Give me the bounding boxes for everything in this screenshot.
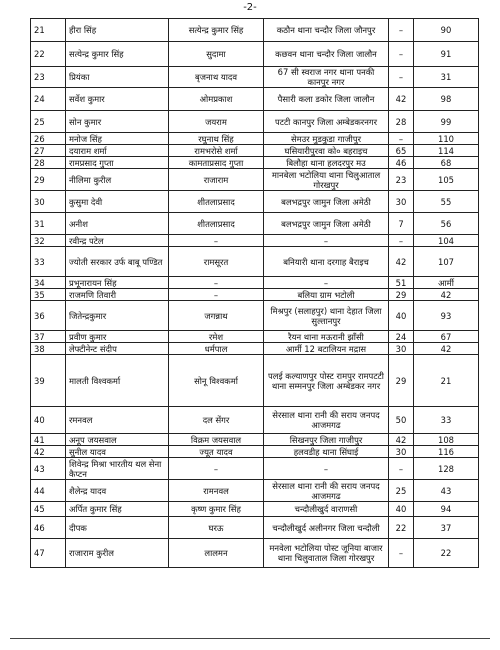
value-b-cell: 128 xyxy=(414,458,479,480)
value-a-cell: – xyxy=(389,539,414,568)
serial-number-cell: 43 xyxy=(31,458,66,480)
serial-number-cell: 30 xyxy=(31,191,66,213)
value-b-cell: 107 xyxy=(414,247,479,277)
father-name-cell: सुदामा xyxy=(169,42,264,67)
address-cell: बलभद्रपुर जामुन जिला अमेठी xyxy=(264,191,389,213)
serial-number-cell: 37 xyxy=(31,331,66,343)
father-name-cell: धर्मपाल xyxy=(169,343,264,355)
name-cell: राजमणि तिवारी xyxy=(66,289,169,301)
value-b-cell: 94 xyxy=(414,502,479,517)
table-row xyxy=(31,88,479,111)
table-row xyxy=(31,301,479,331)
serial-number-cell: 25 xyxy=(31,111,66,133)
serial-number-cell: 39 xyxy=(31,355,66,407)
value-a-cell: 24 xyxy=(389,331,414,343)
value-b-cell: 99 xyxy=(414,111,479,133)
value-a-cell: – xyxy=(389,19,414,42)
address-cell: घसियारीपुरवा को० बहराइच xyxy=(264,145,389,157)
value-a-cell: 30 xyxy=(389,446,414,458)
father-name-cell: जयराम xyxy=(169,111,264,133)
table-row xyxy=(31,133,479,145)
address-cell: 67 सी स्वराज नगर थाना पनकी कानपुर नगर xyxy=(264,67,389,88)
value-b-cell: 68 xyxy=(414,157,479,169)
father-name-cell: शीतलाप्रसाद xyxy=(169,213,264,235)
table-row xyxy=(31,169,479,191)
serial-number-cell: 47 xyxy=(31,539,66,568)
value-b-cell: 33 xyxy=(414,407,479,434)
father-name-cell: घरऊ xyxy=(169,517,264,539)
value-b-cell: 37 xyxy=(414,517,479,539)
table-row xyxy=(31,331,479,343)
table-row xyxy=(31,111,479,133)
table-row xyxy=(31,434,479,446)
name-cell: प्रियंका xyxy=(66,67,169,88)
father-name-cell: सोनू विश्वकर्मा xyxy=(169,355,264,407)
table-row xyxy=(31,213,479,235)
name-cell: मालती विश्वकर्मा xyxy=(66,355,169,407)
value-a-cell: 29 xyxy=(389,289,414,301)
value-b-cell: 31 xyxy=(414,67,479,88)
value-a-cell: 23 xyxy=(389,169,414,191)
address-cell: – xyxy=(264,235,389,247)
serial-number-cell: 33 xyxy=(31,247,66,277)
father-name-cell: रामभरोसे शर्मा xyxy=(169,145,264,157)
serial-number-cell: 26 xyxy=(31,133,66,145)
father-name-cell: – xyxy=(169,235,264,247)
value-b-cell: 55 xyxy=(414,191,479,213)
father-name-cell: ओमप्रकाश xyxy=(169,88,264,111)
address-cell: चन्दौलीखुर्द वाराणसी xyxy=(264,502,389,517)
name-cell: रमनवल xyxy=(66,407,169,434)
value-b-cell: 90 xyxy=(414,19,479,42)
father-name-cell: – xyxy=(169,277,264,289)
serial-number-cell: 23 xyxy=(31,67,66,88)
address-cell: रैयन थाना मऊरानी झाँसी xyxy=(264,331,389,343)
serial-number-cell: 34 xyxy=(31,277,66,289)
table-row xyxy=(31,277,479,289)
value-a-cell: 7 xyxy=(389,213,414,235)
value-a-cell: 46 xyxy=(389,157,414,169)
address-cell: पलई कल्याणपुर पोस्ट रामपुर रामपटटी थाना सम्मनपुर जिला अम्बेडकर नगर xyxy=(264,355,389,407)
address-cell: बनियारी थाना दरगाह बैराइच xyxy=(264,247,389,277)
value-a-cell: 28 xyxy=(389,111,414,133)
address-cell: – xyxy=(264,458,389,480)
table-row xyxy=(31,247,479,277)
name-cell: मनोज सिंह xyxy=(66,133,169,145)
value-a-cell: 40 xyxy=(389,502,414,517)
address-cell: कछवन थाना चन्दौर जिला जालौन xyxy=(264,42,389,67)
value-b-cell: 43 xyxy=(414,480,479,502)
name-cell: सोन कुमार xyxy=(66,111,169,133)
table-row xyxy=(31,480,479,502)
name-cell: दयाराम शर्मा xyxy=(66,145,169,157)
value-a-cell: 22 xyxy=(389,517,414,539)
serial-number-cell: 27 xyxy=(31,145,66,157)
address-cell: पैसारी कला डकोर जिला जालौन xyxy=(264,88,389,111)
value-b-cell: 42 xyxy=(414,343,479,355)
address-cell: बलिया ग्राम भटोली xyxy=(264,289,389,301)
value-b-cell: 42 xyxy=(414,289,479,301)
address-cell: मानबेला भटोलिया थाना चिलुआताल गोरखपुर xyxy=(264,169,389,191)
value-b-cell: 114 xyxy=(414,145,479,157)
serial-number-cell: 40 xyxy=(31,407,66,434)
name-cell: प्रभूनारायन सिंह xyxy=(66,277,169,289)
table-row xyxy=(31,407,479,434)
name-cell: शिवेन्द्र मिश्रा भारतीय थल सेना कैप्टन xyxy=(66,458,169,480)
father-name-cell: लालमन xyxy=(169,539,264,568)
value-b-cell: 22 xyxy=(414,539,479,568)
father-name-cell: शीतलाप्रसाद xyxy=(169,191,264,213)
father-name-cell: रामनवल xyxy=(169,480,264,502)
serial-number-cell: 22 xyxy=(31,42,66,67)
value-b-cell: 105 xyxy=(414,169,479,191)
name-cell: सुनील यादव xyxy=(66,446,169,458)
table-row xyxy=(31,517,479,539)
father-name-cell: कृष्ण कुमार सिंह xyxy=(169,502,264,517)
page-bottom-rule xyxy=(10,638,490,639)
value-b-cell: 21 xyxy=(414,355,479,407)
value-b-cell: आर्मी xyxy=(414,277,479,289)
value-b-cell: 104 xyxy=(414,235,479,247)
father-name-cell: बृजनाथ यादव xyxy=(169,67,264,88)
table-row xyxy=(31,446,479,458)
value-a-cell: 25 xyxy=(389,480,414,502)
father-name-cell: ज्यूत यादव xyxy=(169,446,264,458)
serial-number-cell: 31 xyxy=(31,213,66,235)
victim-list-table xyxy=(30,18,479,568)
father-name-cell: रामसूरत xyxy=(169,247,264,277)
father-name-cell: रघुनाथ सिंह xyxy=(169,133,264,145)
table-row xyxy=(31,343,479,355)
serial-number-cell: 44 xyxy=(31,480,66,502)
name-cell: सत्येन्द्र कुमार सिंह xyxy=(66,42,169,67)
value-b-cell: 98 xyxy=(414,88,479,111)
value-a-cell: – xyxy=(389,458,414,480)
page-number: -2- xyxy=(243,2,257,13)
address-cell: सेमउर मुडकुडा गाजीपुर xyxy=(264,133,389,145)
name-cell: अर्पित कुमार सिंह xyxy=(66,502,169,517)
value-a-cell: – xyxy=(389,133,414,145)
table-row xyxy=(31,67,479,88)
value-a-cell: 65 xyxy=(389,145,414,157)
name-cell: हीरा सिंह xyxy=(66,19,169,42)
value-a-cell: 42 xyxy=(389,88,414,111)
table-row xyxy=(31,235,479,247)
value-a-cell: 30 xyxy=(389,191,414,213)
serial-number-cell: 32 xyxy=(31,235,66,247)
value-a-cell: 30 xyxy=(389,343,414,355)
serial-number-cell: 42 xyxy=(31,446,66,458)
serial-number-cell: 45 xyxy=(31,502,66,517)
value-a-cell: 40 xyxy=(389,301,414,331)
value-a-cell: 42 xyxy=(389,247,414,277)
name-cell: रामप्रसाद गुप्ता xyxy=(66,157,169,169)
name-cell: दीपक xyxy=(66,517,169,539)
name-cell: नीलिमा कुरील xyxy=(66,169,169,191)
serial-number-cell: 36 xyxy=(31,301,66,331)
address-cell: पटटी कानपुर जिला अम्बेडकरनगर xyxy=(264,111,389,133)
address-cell: चन्दौलीखुर्द अलीनगर जिला चन्दौली xyxy=(264,517,389,539)
value-b-cell: 91 xyxy=(414,42,479,67)
address-cell: सेरसाल थाना रानी की सराय जनपद आजमगढ xyxy=(264,480,389,502)
name-cell: रवीन्द्र पटेल xyxy=(66,235,169,247)
father-name-cell: दल सेंगर xyxy=(169,407,264,434)
value-a-cell: – xyxy=(389,235,414,247)
father-name-cell: – xyxy=(169,458,264,480)
name-cell: ज्योती सरकार उर्फ बाबू पण्डित xyxy=(66,247,169,277)
address-cell: हलवडीह थाना सिंघाई xyxy=(264,446,389,458)
father-name-cell: सत्येन्द्र कुमार सिंह xyxy=(169,19,264,42)
name-cell: अनीश xyxy=(66,213,169,235)
serial-number-cell: 46 xyxy=(31,517,66,539)
address-cell: बलभद्रपुर जामुन जिला अमेठी xyxy=(264,213,389,235)
table-row xyxy=(31,539,479,568)
name-cell: कुसुमा देवी xyxy=(66,191,169,213)
value-a-cell: 42 xyxy=(389,434,414,446)
father-name-cell: रमेश xyxy=(169,331,264,343)
value-a-cell: 51 xyxy=(389,277,414,289)
value-b-cell: 93 xyxy=(414,301,479,331)
value-b-cell: 67 xyxy=(414,331,479,343)
value-a-cell: – xyxy=(389,42,414,67)
name-cell: शैलेन्द्र यादव xyxy=(66,480,169,502)
address-cell: सेरसाल थाना रानी की सराय जनपद आजमगढ xyxy=(264,407,389,434)
address-cell: मिश्रपुर (सलाहपुर) थाना देहात जिला सुल्तानपुर xyxy=(264,301,389,331)
table-row xyxy=(31,289,479,301)
name-cell: सर्वेश कुमार xyxy=(66,88,169,111)
table-row xyxy=(31,145,479,157)
serial-number-cell: 29 xyxy=(31,169,66,191)
serial-number-cell: 21 xyxy=(31,19,66,42)
address-cell: मनवेला भटोलिया पोस्ट जूनिया बाजार थाना चिलुवाताल जिला गोरखपुर xyxy=(264,539,389,568)
name-cell: लेफ्टीनेन्ट संदीप xyxy=(66,343,169,355)
value-a-cell: 29 xyxy=(389,355,414,407)
serial-number-cell: 28 xyxy=(31,157,66,169)
value-a-cell: 50 xyxy=(389,407,414,434)
serial-number-cell: 35 xyxy=(31,289,66,301)
serial-number-cell: 41 xyxy=(31,434,66,446)
address-cell: सिखनपुर जिला गाजीपुर xyxy=(264,434,389,446)
table-row xyxy=(31,19,479,42)
table-row xyxy=(31,502,479,517)
father-name-cell: जगन्नाथ xyxy=(169,301,264,331)
address-cell: कठौन थाना चन्दौर जिला जौनपुर xyxy=(264,19,389,42)
table-row xyxy=(31,355,479,407)
name-cell: प्रवीण कुमार xyxy=(66,331,169,343)
table-row xyxy=(31,42,479,67)
address-cell: बिलौहा थाना हलदरपुर मउ xyxy=(264,157,389,169)
address-cell: – xyxy=(264,277,389,289)
name-cell: अनूप जयसवाल xyxy=(66,434,169,446)
serial-number-cell: 38 xyxy=(31,343,66,355)
father-name-cell: राजाराम xyxy=(169,169,264,191)
value-b-cell: 116 xyxy=(414,446,479,458)
father-name-cell: – xyxy=(169,289,264,301)
table-row xyxy=(31,191,479,213)
address-cell: आर्मी 12 बटालियन मद्रास xyxy=(264,343,389,355)
value-a-cell: – xyxy=(389,67,414,88)
table-row xyxy=(31,458,479,480)
value-b-cell: 108 xyxy=(414,434,479,446)
table-row xyxy=(31,157,479,169)
value-b-cell: 110 xyxy=(414,133,479,145)
father-name-cell: विक्रम जयसवाल xyxy=(169,434,264,446)
name-cell: राजाराम कुरील xyxy=(66,539,169,568)
father-name-cell: कामताप्रसाद गुप्ता xyxy=(169,157,264,169)
name-cell: जितेन्द्रकुमार xyxy=(66,301,169,331)
serial-number-cell: 24 xyxy=(31,88,66,111)
value-b-cell: 56 xyxy=(414,213,479,235)
